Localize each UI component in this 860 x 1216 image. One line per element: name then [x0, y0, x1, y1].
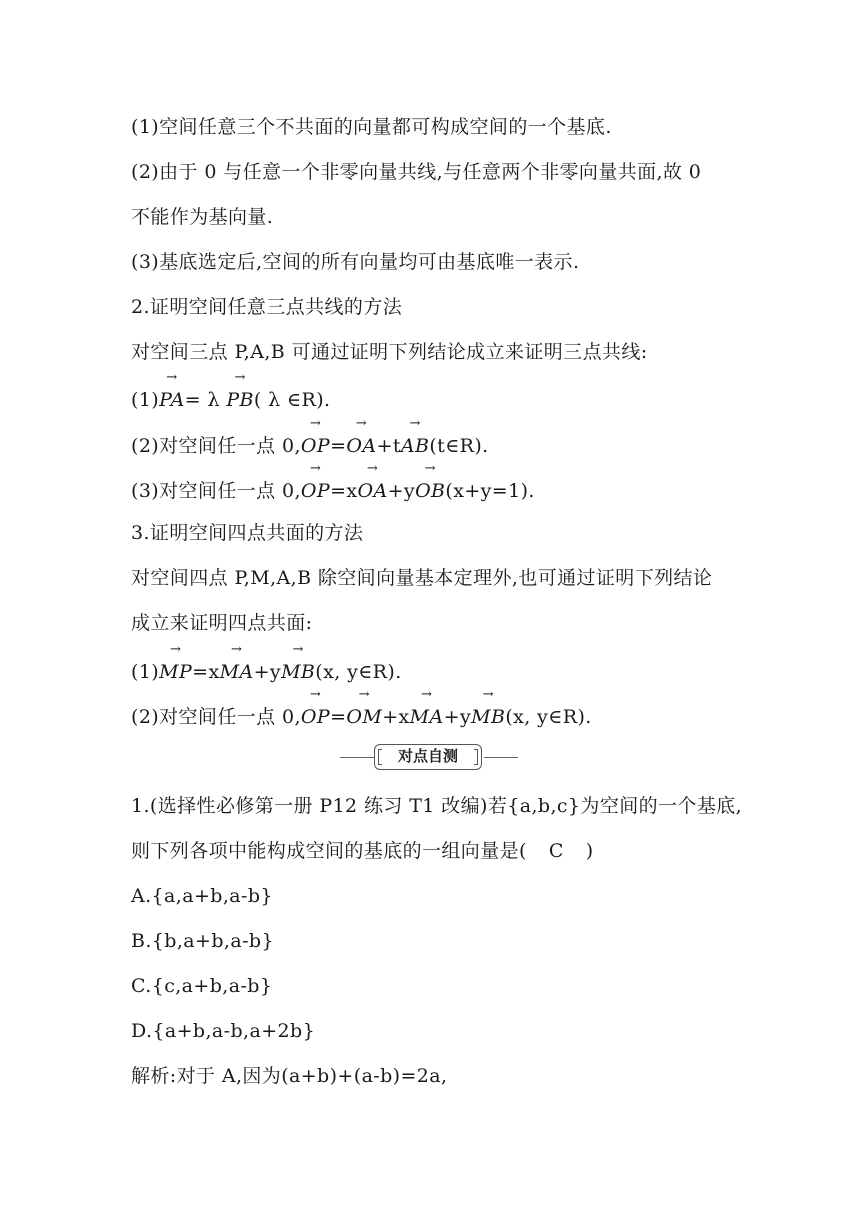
vector-MA: → MA	[219, 642, 254, 683]
vector-arrow: →	[309, 416, 322, 431]
vector-OB: → OB	[415, 461, 446, 502]
text-line: 不能作为基向量.	[131, 206, 274, 228]
formula-line: (1) → MP=x → MA+y → MB(x, y∈R).	[131, 657, 402, 687]
text-line: 对空间三点 P,A,B 可通过证明下列结论成立来证明三点共线:	[131, 341, 648, 363]
section-heading: 3.证明空间四点共面的方法	[131, 522, 364, 544]
text-line: (1)空间任意三个不共面的向量都可构成空间的一个基底.	[131, 116, 612, 138]
answer-choice: C	[548, 840, 564, 862]
vector-MA: → MA	[409, 687, 444, 728]
option-b: B.{b,a+b,a-b}	[131, 930, 274, 952]
banner-divider-right	[484, 757, 518, 758]
vector-arrow: →	[309, 687, 322, 702]
formula-line: (1) → PA= λ → PB( λ ∈R).	[131, 385, 330, 415]
vector-arrow: →	[424, 461, 436, 476]
vector-arrow: →	[366, 461, 379, 476]
vector-OA: → OA	[346, 416, 377, 457]
vector-arrow: →	[482, 687, 494, 702]
option-d: D.{a+b,a-b,a+2b}	[131, 1020, 316, 1042]
formula-line: (2)对空间任一点 0, → OP= → OA+t → AB(t∈R).	[131, 431, 489, 461]
banner-divider-left	[340, 757, 374, 758]
vector-OM: → OM	[346, 687, 383, 728]
vector-MB: → MB	[281, 642, 316, 683]
text-line: (3)基底选定后,空间的所有向量均可由基底唯一表示.	[131, 251, 580, 273]
vector-arrow: →	[409, 416, 421, 431]
vector-arrow: →	[421, 687, 433, 702]
formula-line: (2)对空间任一点 0, → OP= → OM+x → MA+y → MB(x, y∈R).	[131, 702, 592, 732]
vector-AB: → AB	[400, 416, 430, 457]
vector-OP: → OP	[300, 687, 331, 728]
vector-MP: → MP	[159, 642, 193, 683]
question-stem: 则下列各项中能构成空间的基底的一组向量是( C )	[131, 840, 594, 862]
vector-PB: → PB	[226, 370, 254, 411]
vector-arrow: →	[234, 370, 246, 385]
formula-prefix: (1)	[131, 389, 160, 411]
vector-OA: → OA	[357, 461, 388, 502]
vector-OP: → OP	[300, 416, 331, 457]
vector-arrow: →	[358, 687, 370, 702]
banner-label: 对点自测	[374, 744, 482, 770]
question-stem: 1.(选择性必修第一册 P12 练习 T1 改编)若{a,b,c}为空间的一个基底,	[131, 795, 743, 817]
option-a: A.{a,a+b,a-b}	[131, 885, 273, 907]
vector-arrow: →	[170, 642, 182, 657]
vector-MB: → MB	[471, 687, 506, 728]
text-line: 对空间四点 P,M,A,B 除空间向量基本定理外,也可通过证明下列结论	[131, 567, 713, 589]
formula-line: (3)对空间任一点 0, → OP=x → OA+y → OB(x+y=1).	[131, 476, 535, 506]
text-line: (2)由于 0 与任意一个非零向量共线,与任意两个非零向量共面,故 0	[131, 161, 702, 183]
vector-arrow: →	[292, 642, 304, 657]
self-test-banner	[340, 744, 518, 772]
section-heading: 2.证明空间任意三点共线的方法	[131, 296, 403, 318]
vector-arrow: →	[166, 370, 178, 385]
option-c: C.{c,a+b,a-b}	[131, 975, 273, 997]
vector-arrow: →	[309, 461, 322, 476]
vector-arrow: →	[355, 416, 368, 431]
vector-arrow: →	[230, 642, 243, 657]
vector-PA: → PA	[159, 370, 185, 411]
analysis-text: 解析:对于 A,因为(a+b)+(a-b)=2a,	[131, 1065, 448, 1087]
vector-OP: → OP	[300, 461, 331, 502]
text-line: 成立来证明四点共面:	[131, 612, 313, 634]
